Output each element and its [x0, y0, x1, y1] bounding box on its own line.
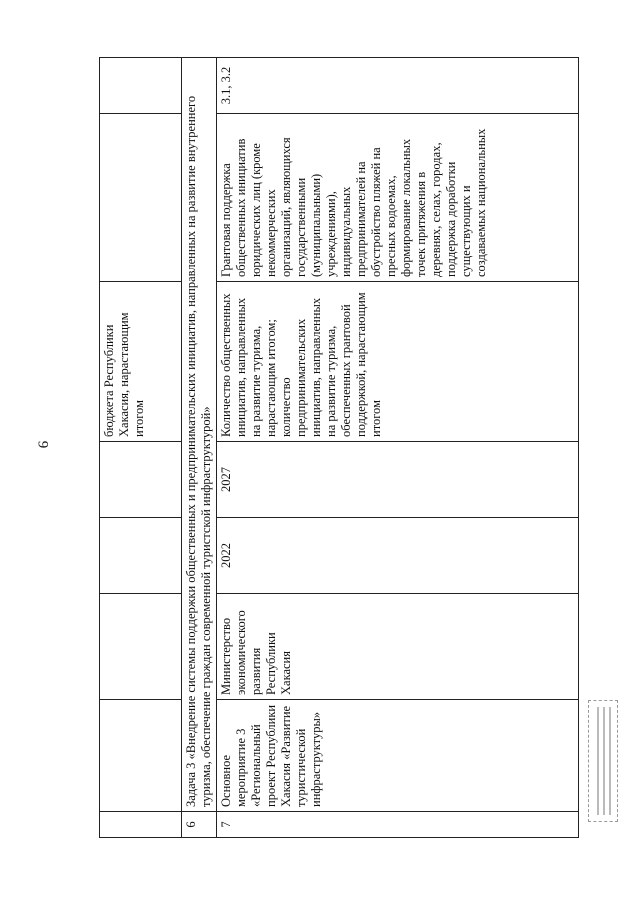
- cell-end: 2027: [217, 442, 579, 518]
- cell-result: [100, 114, 182, 282]
- cell-num: [100, 812, 182, 838]
- table-row-top: [100, 58, 182, 838]
- events-table: [99, 57, 579, 838]
- cell-num: 6: [182, 812, 217, 838]
- stamp-line: [609, 707, 611, 815]
- cell-task: Задача 3 «Внедрение системы поддержки общественных и предпринимательских инициатив, направленных на развитие внутреннего туризма, обеспечение граждан современной туристской инфраструктурой»: [182, 58, 217, 812]
- table-row-task: [182, 58, 217, 838]
- cell-executor: Министерство экономического развития Республики Хакасия: [217, 594, 579, 700]
- cell-start: [100, 518, 182, 594]
- cell-result: Грантовая поддержка общественных инициатив юридических лиц (кроме некоммерческих организаций, являющихся государственными (муниципальными) учреждениями), индивидуальных предпринимателей на обустройство пляжей на пресных водоемах, формирование локальных точек притяжения в деревнях, селах, городах, поддержка доработки существующих и создаваемых национальных: [217, 114, 579, 282]
- stamp-line: [597, 707, 599, 815]
- cell-link: 3.1, 3.2: [217, 58, 579, 114]
- table-row-event: [217, 58, 579, 838]
- cell-event: [100, 700, 182, 812]
- cell-end: [100, 442, 182, 518]
- cell-num: 7: [217, 812, 579, 838]
- cell-start: 2022: [217, 518, 579, 594]
- rotated-table-container: [99, 58, 595, 838]
- cell-executor: [100, 594, 182, 700]
- stamp-line: [603, 707, 605, 815]
- cell-indicator: бюджета Республики Хакасия, нарастающим итогом: [100, 282, 182, 442]
- cell-link: [100, 58, 182, 114]
- page-number: 9: [34, 440, 51, 449]
- document-stamp: [588, 700, 618, 822]
- cell-event: Основное мероприятие 3 «Региональный проект Республики Хакасия «Развитие туристической инфраструктуры»: [217, 700, 579, 812]
- cell-indicator: Количество общественных инициатив, направленных на развитие туризма, нарастающим итогом; количество предпринимательских инициатив, направленных на развитие туризма, обеспеченных грантовой поддержкой, нарастающим итогом: [217, 282, 579, 442]
